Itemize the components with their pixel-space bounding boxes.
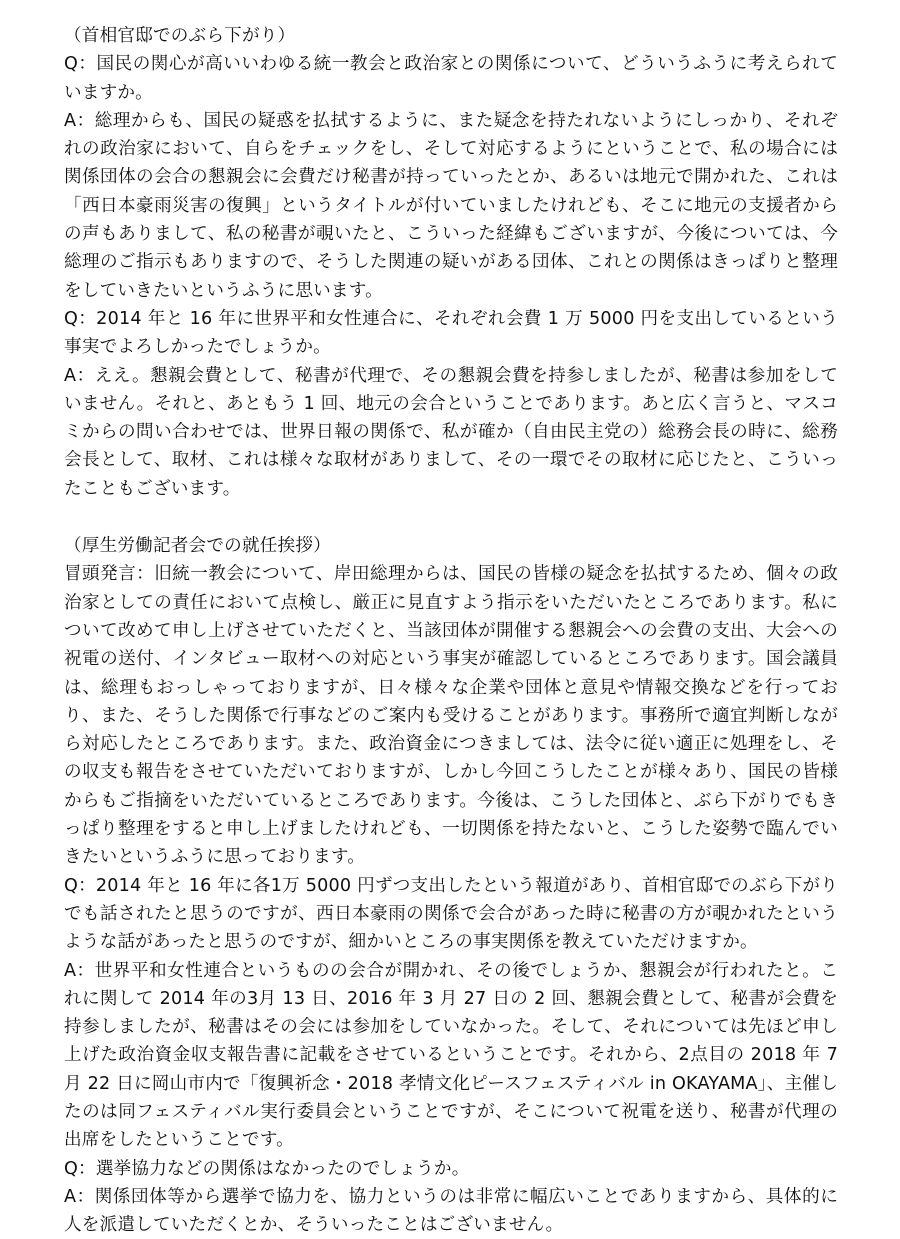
section-inaugural-greeting [64, 532, 838, 1239]
question-paragraph: Q：選挙協力などの関係はなかったのでしょうか。 [64, 1158, 470, 1179]
section-heading: （厚生労働記者会での就任挨拶） [64, 536, 331, 557]
answer-paragraph: A：関係団体等から選挙で協力を、協力というのは非常に幅広いことでありますから、具体的に人を派遣していただくとか、そういったことはございません。 [64, 1186, 838, 1236]
answer-paragraph: A：世界平和女性連合というものの会合が開かれ、その後でしょうか、懇親会が行われたと。これに関して 2014 年の3月 13 日、2016 年 3 月 27 日の 2 回、懇親会費として、秘書が会費を持参しましたが、秘書はその会には参加をしていなかった。そして、それについては先ほど申し上げた政治資金収支報告書に記載をさせているということです。それから、2点目の 2018 年 7 月 22 日に岡山市内で「復興祈念・2018 孝情文化ピースフェスティバル in OKAYAMA」、主催したのは同フェスティバル実行委員会ということですが、そこについて祝電を送り、秘書が代理の出席をしたということです。 [64, 960, 838, 1151]
question-paragraph: Q：2014 年と 16 年に各1万 5000 円ずつ支出したという報道があり、首相官邸でのぶら下がりでも話されたと思うのですが、西日本豪雨の関係で会合があった時に秘書の方が覗かれたというような話があったと思うのですが、細かいところの事実関係を教えていただけますか。 [64, 875, 838, 953]
answer-paragraph: A：ええ。懇親会費として、秘書が代理で、その懇親会費を持参しましたが、秘書は参加をしていません。それと、あともう 1 回、地元の会合ということであります。あと広く言うと、マスコミからの問い合わせでは、世界日報の関係で、私が確か（自由民主党の）総務会長の時に、総務会長として、取材、これは様々な取材がありまして、その一環でその取材に応じたと、こういったこともございます。 [64, 365, 838, 499]
question-paragraph: Q：2014 年と 16 年に世界平和女性連合に、それぞれ会費 1 万 5000 円を支出しているという事実でよろしかったでしょうか。 [64, 308, 838, 358]
section-heading: （首相官邸でのぶら下がり） [64, 26, 296, 46]
section-press-conference [64, 22, 838, 503]
answer-paragraph: A：総理からも、国民の疑惑を払拭するように、また疑念を持たれないようにしっかり、それぞれの政治家において、自らをチェックをし、そして対応するようにということで、私の場合には関係団体の会合の懇親会に会費だけ秘書が持っていったとか、あるいは地元で開かれた、これは「西日本豪雨災害の復興」というタイトルが付いていましたけれども、そこに地元の支援者からの声もありまして、私の秘書が覗いたと、こういった経緯もございますが、今後については、今総理のご指示もありますので、そうした関連の疑いがある団体、これとの関係はきっぱりと整理をしていきたいというふうに思います。 [64, 110, 838, 301]
opening-remarks-paragraph: 冒頭発言：旧統一教会について、岸田総理からは、国民の皆様の疑念を払拭するため、個々の政治家としての責任において点検し、厳正に見直すよう指示をいただいたところであります。私について改めて申し上げさせていただくと、当該団体が開催する懇親会への会費の支出、大会への祝電の送付、インタビュー取材への対応という事実が確認しているところであります。国会議員は、総理もおっしゃっておりますが、日々様々な企業や団体と意見や情報交換などを行っており、また、そうした関係で行事などのご案内も受けることがあります。事務所で適宜判断しながら対応したところであります。また、政治資金につきましては、法令に従い適正に処理をし、その収支も報告をさせていただいておりますが、しかし今回こうしたことが様々あり、国民の皆様からもご指摘をいただいているところであります。今後は、こうした団体と、ぶら下がりでもきっぱり整理をすると申し上げましたけれども、一切関係を持たないと、こうした姿勢で臨んでいきたいというふうに思っております。 [64, 564, 838, 868]
question-paragraph: Q：国民の関心が高いいわゆる統一教会と政治家との関係について、どういうふうに考えられていますか。 [64, 54, 838, 103]
